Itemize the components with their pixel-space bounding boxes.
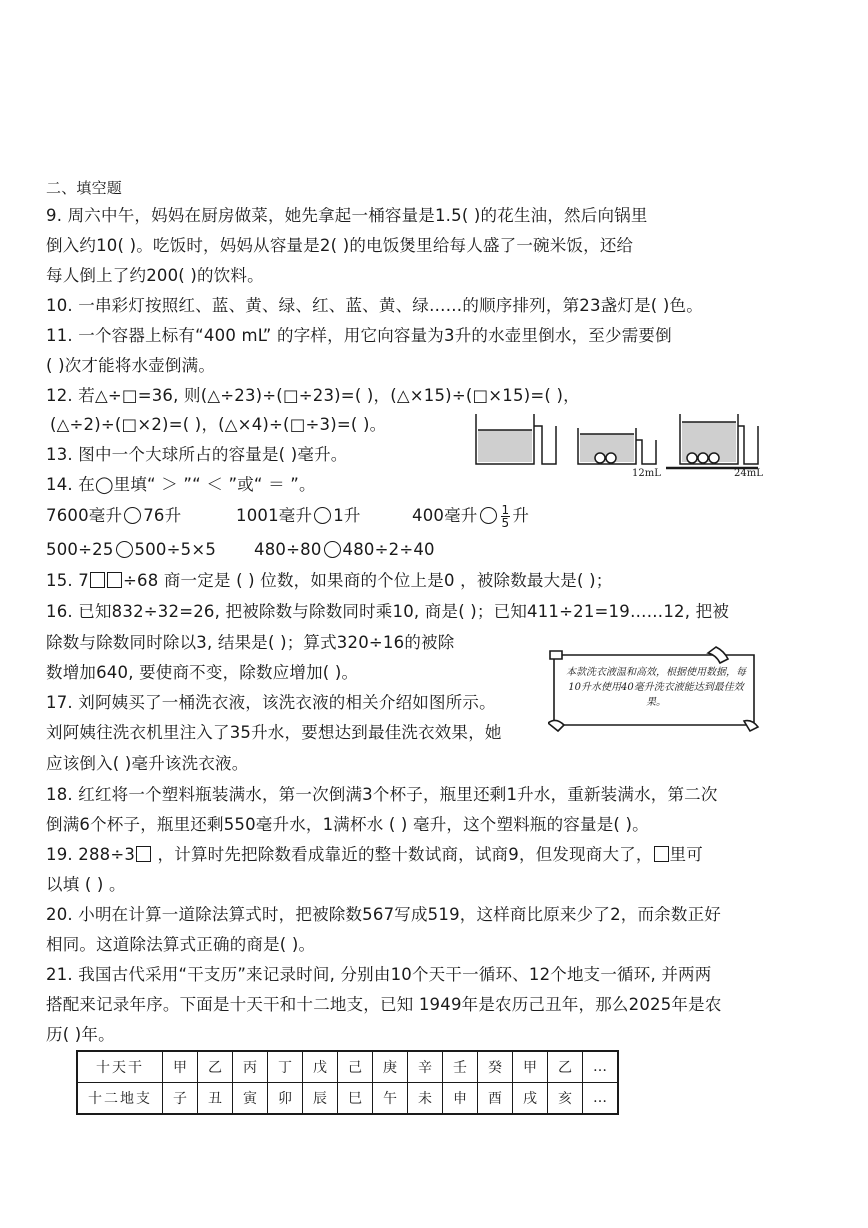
table-cell: 辰 <box>303 1083 338 1115</box>
q15-part1: 15. 7 <box>46 571 89 590</box>
table-cell: 巳 <box>338 1083 373 1115</box>
table-cell: 丙 <box>233 1051 268 1083</box>
q14-row2 <box>46 538 216 562</box>
blank-square[interactable] <box>654 846 669 862</box>
q16-line1: 16. 已知832÷32=26, 把被除数与除数同时乘10, 商是( )；已知411÷21=19……12, 把被 <box>46 602 730 621</box>
q19-part3: 里可 <box>669 845 703 864</box>
q14-a-left: 7600毫升 <box>46 506 123 525</box>
fraction <box>501 504 511 529</box>
blank-square[interactable] <box>136 846 151 862</box>
compare-circle[interactable] <box>124 507 141 524</box>
q14-row2b <box>254 538 435 562</box>
table-cell: … <box>583 1051 619 1083</box>
blank-square[interactable] <box>90 572 105 588</box>
q21-line1: 21. 我国古代采用“干支历”来记录时间, 分别由10个天干一循环、12个地支一循环, 并两两 <box>46 965 712 984</box>
fraction-numerator: 1 <box>501 503 510 517</box>
table-cell: 卯 <box>268 1083 303 1115</box>
label-12ml: 12mL <box>632 468 661 479</box>
q14-row1c <box>412 504 529 529</box>
compare-circle[interactable] <box>314 507 331 524</box>
q9-line2: 倒入约10( )。吃饭时，妈妈从容量是2( )的电饭煲里给每人盛了一碗米饭，还给 <box>46 236 634 255</box>
table-cell: 子 <box>163 1083 198 1115</box>
table-cell: 戊 <box>303 1051 338 1083</box>
q14-d-right: 500÷5×5 <box>134 540 217 559</box>
table-cell: 亥 <box>548 1083 583 1115</box>
row-header: 十天干 <box>77 1051 163 1083</box>
q14-e-left: 480÷80 <box>254 540 322 559</box>
q14-b-left: 1001毫升 <box>236 506 313 525</box>
compare-circle[interactable] <box>480 507 497 524</box>
table-cell: 癸 <box>478 1051 513 1083</box>
table-cell: 乙 <box>198 1051 233 1083</box>
q14-row1 <box>46 504 181 528</box>
container-drawing <box>470 404 770 482</box>
q16-line3: 数增加640, 要使商不变，除数应增加( )。 <box>46 663 359 682</box>
q14-e-right: 480÷2÷40 <box>342 540 435 559</box>
q19-line2: 以填 ( ) 。 <box>46 875 126 894</box>
q12-line1: 12. 若△÷□=36, 则(△÷23)÷(□÷23)=( )，(△×15)÷(□×15)=( )， <box>46 386 580 405</box>
table-cell: 乙 <box>548 1051 583 1083</box>
q12-line2: (△÷2)÷(□×2)=( )，(△×4)÷(□÷3)=( )。 <box>50 415 387 434</box>
table-cell: 午 <box>373 1083 408 1115</box>
section-title: 二、填空题 <box>46 179 123 197</box>
q10-line1: 10. 一串彩灯按照红、蓝、黄、绿、红、蓝、黄、绿……的顺序排列，第23盏灯是( )色。 <box>46 296 703 315</box>
blank-square[interactable] <box>107 572 122 588</box>
table-cell: … <box>583 1083 619 1115</box>
q13-line1: 13. 图中一个大球所占的容量是( )毫升。 <box>46 445 348 464</box>
q16-line2: 除数与除数同时除以3, 结果是( )；算式320÷16的被除 <box>46 633 455 652</box>
q20-line2: 相同。这道除法算式正确的商是( )。 <box>46 935 316 954</box>
q15-line1 <box>46 569 612 593</box>
q19-line1 <box>46 843 703 867</box>
table-row-dizhi <box>77 1083 618 1115</box>
q15-part2: ÷68 商一定是 ( ) 位数，如果商的个位上是0 ，被除数最大是( )； <box>122 571 613 590</box>
table-cell: 辛 <box>408 1051 443 1083</box>
q18-line1: 18. 红红将一个塑料瓶装满水，第一次倒满3个杯子，瓶里还剩1升水，重新装满水，第二次 <box>46 785 718 804</box>
q9-line3: 每人倒上了约200( )的饮料。 <box>46 266 264 285</box>
detergent-note-text: 本款洗衣液温和高效，根据使用数据，每10升水使用40毫升洗衣液能达到最佳效果。 <box>566 667 746 708</box>
q11-line2: ( )次才能将水壶倒满。 <box>46 356 216 375</box>
detergent-note <box>548 645 760 733</box>
table-cell: 庚 <box>373 1051 408 1083</box>
q20-line1: 20. 小明在计算一道除法算式时，把被除数567写成519，这样商比原来少了2，而余数正好 <box>46 905 721 924</box>
table-cell: 甲 <box>513 1051 548 1083</box>
q14-b-right: 1升 <box>333 506 361 525</box>
q14-d-left: 500÷25 <box>46 540 114 559</box>
q17-line1: 17. 刘阿姨买了一桶洗衣液，该洗衣液的相关介绍如图所示。 <box>46 693 496 712</box>
table-cell: 丁 <box>268 1051 303 1083</box>
q21-line2: 搭配来记录年序。下面是十天干和十二地支，已知 1949年是农历己丑年，那么2025年是农 <box>46 995 722 1014</box>
q17-line2: 刘阿姨往洗衣机里注入了35升水，要想达到最佳洗衣效果，她 <box>46 723 502 742</box>
q14-c-left: 400毫升 <box>412 506 478 525</box>
table-cell: 甲 <box>163 1051 198 1083</box>
ganzhi-table <box>76 1050 619 1115</box>
q19-part2: ，计算时先把除数看成靠近的整十数试商，试商9，但发现商大了， <box>152 845 653 864</box>
table-cell: 戌 <box>513 1083 548 1115</box>
table-cell: 壬 <box>443 1051 478 1083</box>
table-cell: 申 <box>443 1083 478 1115</box>
table-cell: 未 <box>408 1083 443 1115</box>
q19-part1: 19. 288÷3 <box>46 845 136 864</box>
container-figure <box>470 404 770 482</box>
compare-circle[interactable] <box>324 541 341 558</box>
q18-line2: 倒满6个杯子，瓶里还剩550毫升水，1满杯水 ( ) 毫升，这个塑料瓶的容量是( )。 <box>46 815 649 834</box>
label-24ml: 24mL <box>734 468 763 479</box>
fraction-denominator: 5 <box>501 516 510 530</box>
table-cell: 酉 <box>478 1083 513 1115</box>
q11-line1: 11. 一个容器上标有“400 mL” 的字样，用它向容量为3升的水壶里倒水，至少需要倒 <box>46 326 672 345</box>
q14-a-right: 76升 <box>143 506 182 525</box>
q21-line3: 历( )年。 <box>46 1025 115 1044</box>
table-row-tiangan <box>77 1051 618 1083</box>
table-cell: 寅 <box>233 1083 268 1115</box>
row-header: 十二地支 <box>77 1083 163 1115</box>
q14-c-right: 升 <box>512 506 530 525</box>
q14-row1b <box>236 504 361 528</box>
table-cell: 己 <box>338 1051 373 1083</box>
q9-line1: 9. 周六中午，妈妈在厨房做菜，她先拿起一桶容量是1.5( )的花生油，然后向锅里 <box>46 206 648 225</box>
q14-line1: 14. 在◯里填“ ＞ ”“ ＜ ”或“ ＝ ”。 <box>46 475 316 494</box>
compare-circle[interactable] <box>116 541 133 558</box>
table-cell: 丑 <box>198 1083 233 1115</box>
q17-line3: 应该倒入( )毫升该洗衣液。 <box>46 754 249 773</box>
